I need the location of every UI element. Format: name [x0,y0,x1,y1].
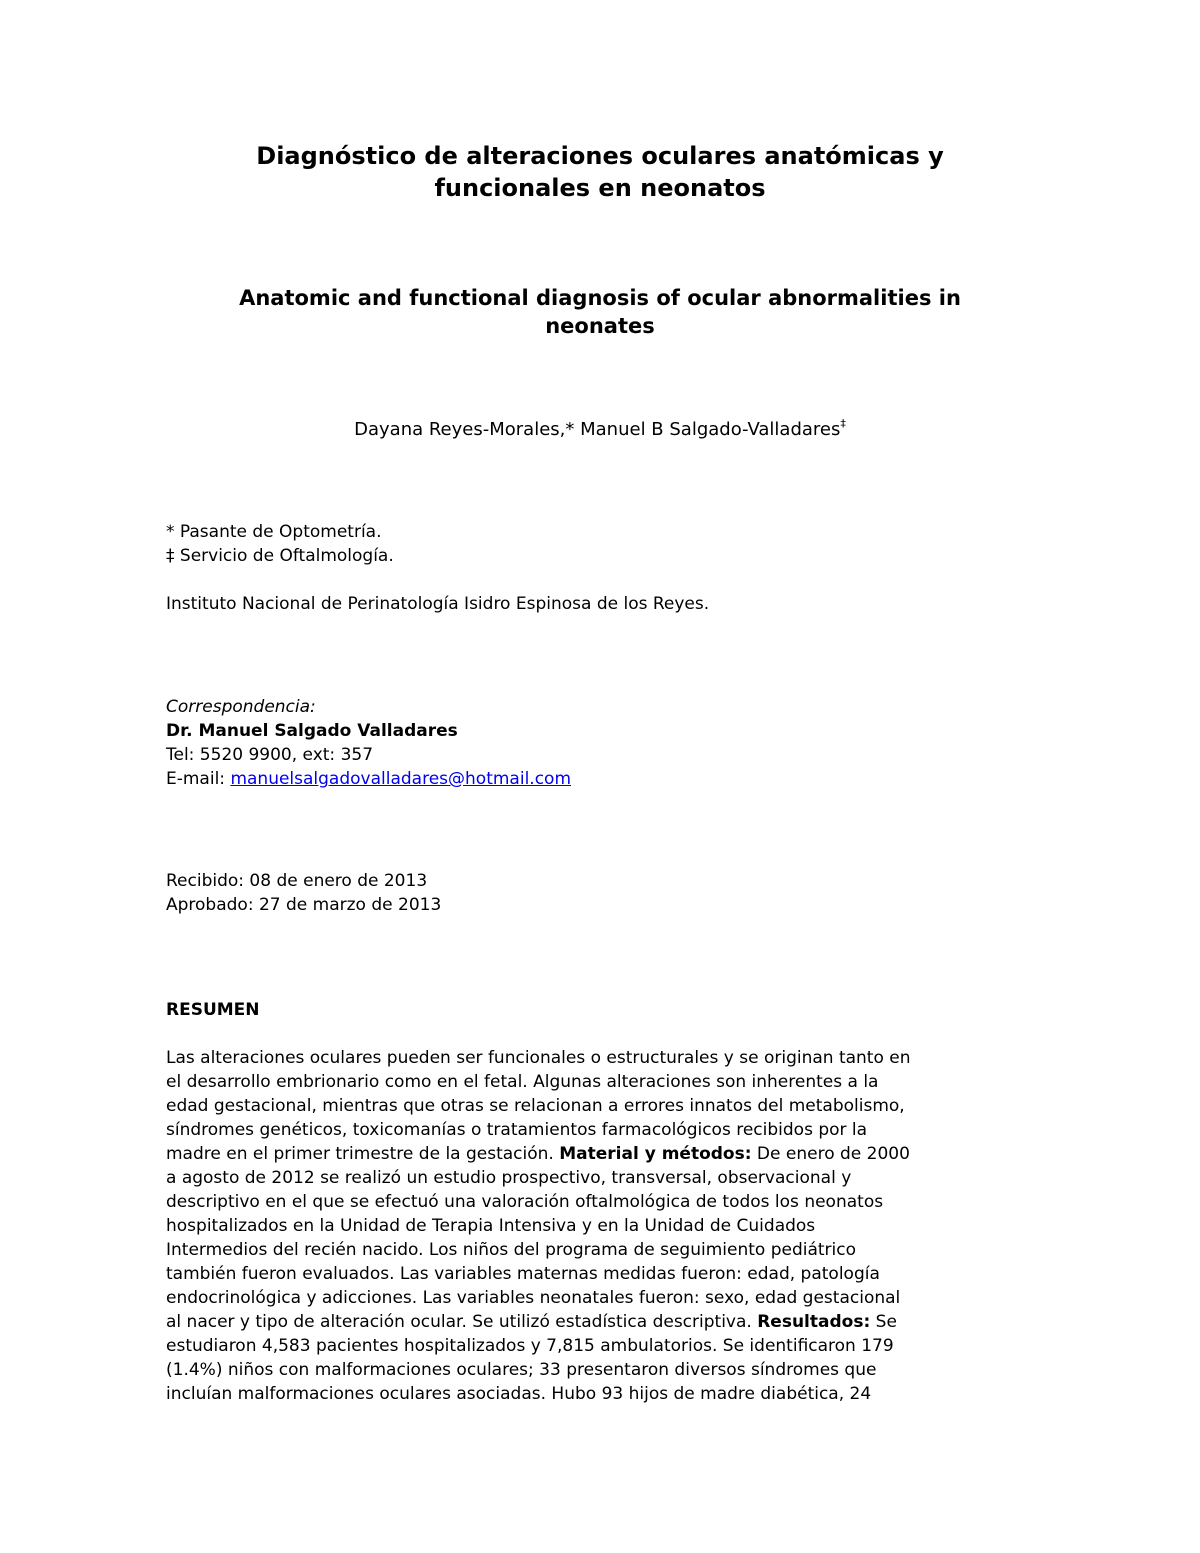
abstract-line [166,1166,1046,1190]
received-date: Recibido: 08 de enero de 2013 [166,871,428,891]
affiliation-1 [166,520,1046,544]
abstract-text: Se [870,1312,897,1332]
email-label: E-mail: [166,769,231,789]
correspondence-tel: Tel: 5520 9900, ext: 357 [166,745,374,765]
abstract-text: madre en el primer trimestre de la gestación. [166,1144,560,1164]
abstract-text: (1.4%) niños con malformaciones oculares; 33 presentaron diversos síndromes que [166,1360,877,1380]
spanish-title-line-1: Diagnóstico de alteraciones oculares anatómicas y [256,142,944,170]
author-1: Dayana Reyes-Morales, [354,419,566,440]
abstract-text: el desarrollo embrionario como en el fetal. Algunas alteraciones son inherentes a la [166,1072,879,1092]
abstract-text: a agosto de 2012 se realizó un estudio prospectivo, transversal, observacional y [166,1168,852,1188]
abstract-text: edad gestacional, mientras que otras se relacionan a errores innatos del metabolismo, [166,1096,905,1116]
abstract-text: endocrinológica y adicciones. Las variables neonatales fueron: sexo, edad gestacional [166,1288,901,1308]
abstract-line [166,1190,1046,1214]
affiliation-1-mark: * [166,522,175,542]
section-label-material-metodos: Material y métodos: [559,1144,752,1164]
affiliations [166,520,1046,568]
correspondence-label: Correspondencia: [166,697,316,717]
spanish-title-line-2: funcionales en neonatos [434,174,766,202]
email-link[interactable]: manuelsalgadovalladares@hotmail.com [230,769,572,789]
dates [166,869,1046,917]
section-label-resultados: Resultados: [757,1312,871,1332]
author-list [150,418,1050,442]
english-title-line-1: Anatomic and functional diagnosis of ocular abnormalities in [239,286,961,310]
abstract-line [166,1142,1046,1166]
author-2-mark: ‡ [840,417,846,430]
abstract-text: también fueron evaluados. Las variables maternas medidas fueron: edad, patología [166,1264,880,1284]
abstract-text: al nacer y tipo de alteración ocular. Se utilizó estadística descriptiva. [166,1312,758,1332]
approved-date: Aprobado: 27 de marzo de 2013 [166,895,442,915]
abstract-text: estudiaron 4,583 pacientes hospitalizados y 7,815 ambulatorios. Se identificaron 179 [166,1336,894,1356]
abstract-line [166,1070,1046,1094]
author-1-mark: * [565,419,575,440]
abstract-line [166,1382,1046,1406]
abstract-line [166,1262,1046,1286]
abstract-line [166,1094,1046,1118]
abstract-line [166,1310,1046,1334]
resumen-heading: RESUMEN [166,1000,260,1020]
abstract-line [166,1214,1046,1238]
correspondence-email-line [166,767,1046,791]
english-title-line-2: neonates [545,314,655,338]
abstract-line [166,1358,1046,1382]
affiliation-1-text: Pasante de Optometría. [174,522,382,542]
affiliation-2-mark: ‡ [166,546,175,566]
institution-text: Instituto Nacional de Perinatología Isidro Espinosa de los Reyes. [166,594,710,614]
abstract-text: hospitalizados en la Unidad de Terapia Intensiva y en la Unidad de Cuidados [166,1216,816,1236]
english-title [150,284,1050,340]
abstract-text: Intermedios del recién nacido. Los niños del programa de seguimiento pediátrico [166,1240,857,1260]
author-2: Manuel B Salgado-Valladares [574,419,841,440]
abstract-line [166,1118,1046,1142]
institution [166,592,1046,616]
affiliation-2 [166,544,1046,568]
abstract-text: síndromes genéticos, toxicomanías o tratamientos farmacológicos recibidos por la [166,1120,868,1140]
abstract-text: De enero de 2000 [751,1144,910,1164]
abstract-line [166,1334,1046,1358]
abstract-text: incluían malformaciones oculares asociadas. Hubo 93 hijos de madre diabética, 24 [166,1384,872,1404]
correspondence-name: Dr. Manuel Salgado Valladares [166,721,458,741]
affiliation-2-text: Servicio de Oftalmología. [174,546,394,566]
abstract-text: descriptivo en el que se efectuó una valoración oftalmológica de todos los neonatos [166,1192,884,1212]
abstract-text: Las alteraciones oculares pueden ser funcionales o estructurales y se originan tanto en [166,1048,911,1068]
abstract-line [166,1286,1046,1310]
spanish-title [150,140,1050,204]
correspondence [166,695,1046,791]
abstract-line [166,1238,1046,1262]
abstract-line [166,1046,1046,1070]
abstract-body [166,1046,1046,1406]
